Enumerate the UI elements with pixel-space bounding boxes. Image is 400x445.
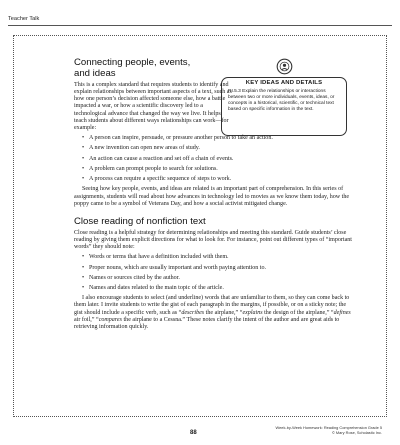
header-rule [8, 25, 392, 26]
intro-column [74, 57, 234, 132]
credit-line: © Mary Rose, Scholastic Inc. [331, 429, 382, 435]
list-item: • A problem can prompt people to search for solutions. [82, 166, 356, 173]
article-content [74, 57, 356, 331]
gist-text-part: I also encourage students to select (and underline) words that are unfamiliar to them, so they can come back to them later. I invite students to write the gist of each paragraph in the margins, if possible, or on a sticky note; the gist should include a specific verb, such as “ [74, 295, 350, 316]
gist-verb-emphasis: describes [181, 309, 205, 316]
gist-text-part: the airplane,” “ [204, 309, 243, 316]
section1-closing-paragraph: Seeing how key people, events, and ideas are related is an important part of comprehension. In this series of assignments, students will read about how advances in technology led to movies as we know them today, how the poppy came to be a symbol of Veterans Day, and how a social activist mitigated change. [74, 186, 350, 207]
list-item: • Proper nouns, which are usually important and worth paying attention to. [82, 265, 356, 272]
section1-title-line2: and ideas [74, 68, 116, 79]
gist-text-part: the design of the airplane,” “ [262, 309, 334, 316]
section2-gist-paragraph [74, 295, 356, 331]
list-item: • A person can inspire, persuade, or pressure another person to take an action. [82, 135, 356, 142]
credit-line: Week-by-Week Homework: Reading Comprehension Grade 5 [275, 425, 382, 430]
section1-bullet-list [74, 135, 356, 183]
gist-text-part: air foil,” “ [74, 316, 99, 323]
section2-title: Close reading of nonfiction text [74, 215, 206, 227]
key-ideas-title: KEY IDEAS AND DETAILS [245, 80, 323, 86]
gist-text-part: the airplane to a Cessna.” These notes clarify the intent of the author and are great aids to retrieving information quickly. [74, 316, 340, 330]
section1-intro-paragraph: This is a complex standard that requires students to identify and explain relationships between important aspects of a text, such as how one person’s decision affected someone else, how a battle impacted a war, or how a scientific discovery led to a technological advance that changed the way we live. It helps teach students about different ways relationships can work—for example: [74, 82, 232, 131]
list-item: • Names or sources cited by the author. [82, 275, 356, 282]
gist-verb-emphasis: explains [242, 309, 263, 316]
list-item: • A process can require a specific sequence of steps to work. [82, 176, 356, 183]
header-label: Teacher Talk [8, 16, 40, 22]
list-item: • A new invention can open new areas of study. [82, 145, 356, 152]
list-item: • Names and dates related to the main topic of the article. [82, 285, 356, 292]
gist-verb-emphasis: defines [333, 309, 351, 316]
section2 [74, 216, 356, 331]
gist-verb-emphasis: compares [98, 316, 122, 323]
list-item: • Words or terms that have a definition included with them. [82, 254, 356, 261]
footer-credit [276, 426, 382, 435]
page-number: 88 [190, 430, 197, 436]
list-item: • An action can cause a reaction and set off a chain of events. [82, 156, 356, 163]
section1-title-line1: Connecting people, events, [74, 57, 191, 68]
section2-bullet-list [74, 254, 356, 292]
key-ideas-standard-text: RI.5.3 Explain the relationships or interactions between two or more individuals, events, ideas, or concepts in a historical, scientific, or technical text based on specific information in the text. [228, 89, 335, 112]
section1-title [74, 57, 234, 79]
section2-intro-paragraph: Close reading is a helpful strategy for determining relationships and meeting this standard. Guide students’ close reading by giving them explicit directions for what to look for. For instance, point out different types of “important words” they should note: [74, 229, 352, 251]
